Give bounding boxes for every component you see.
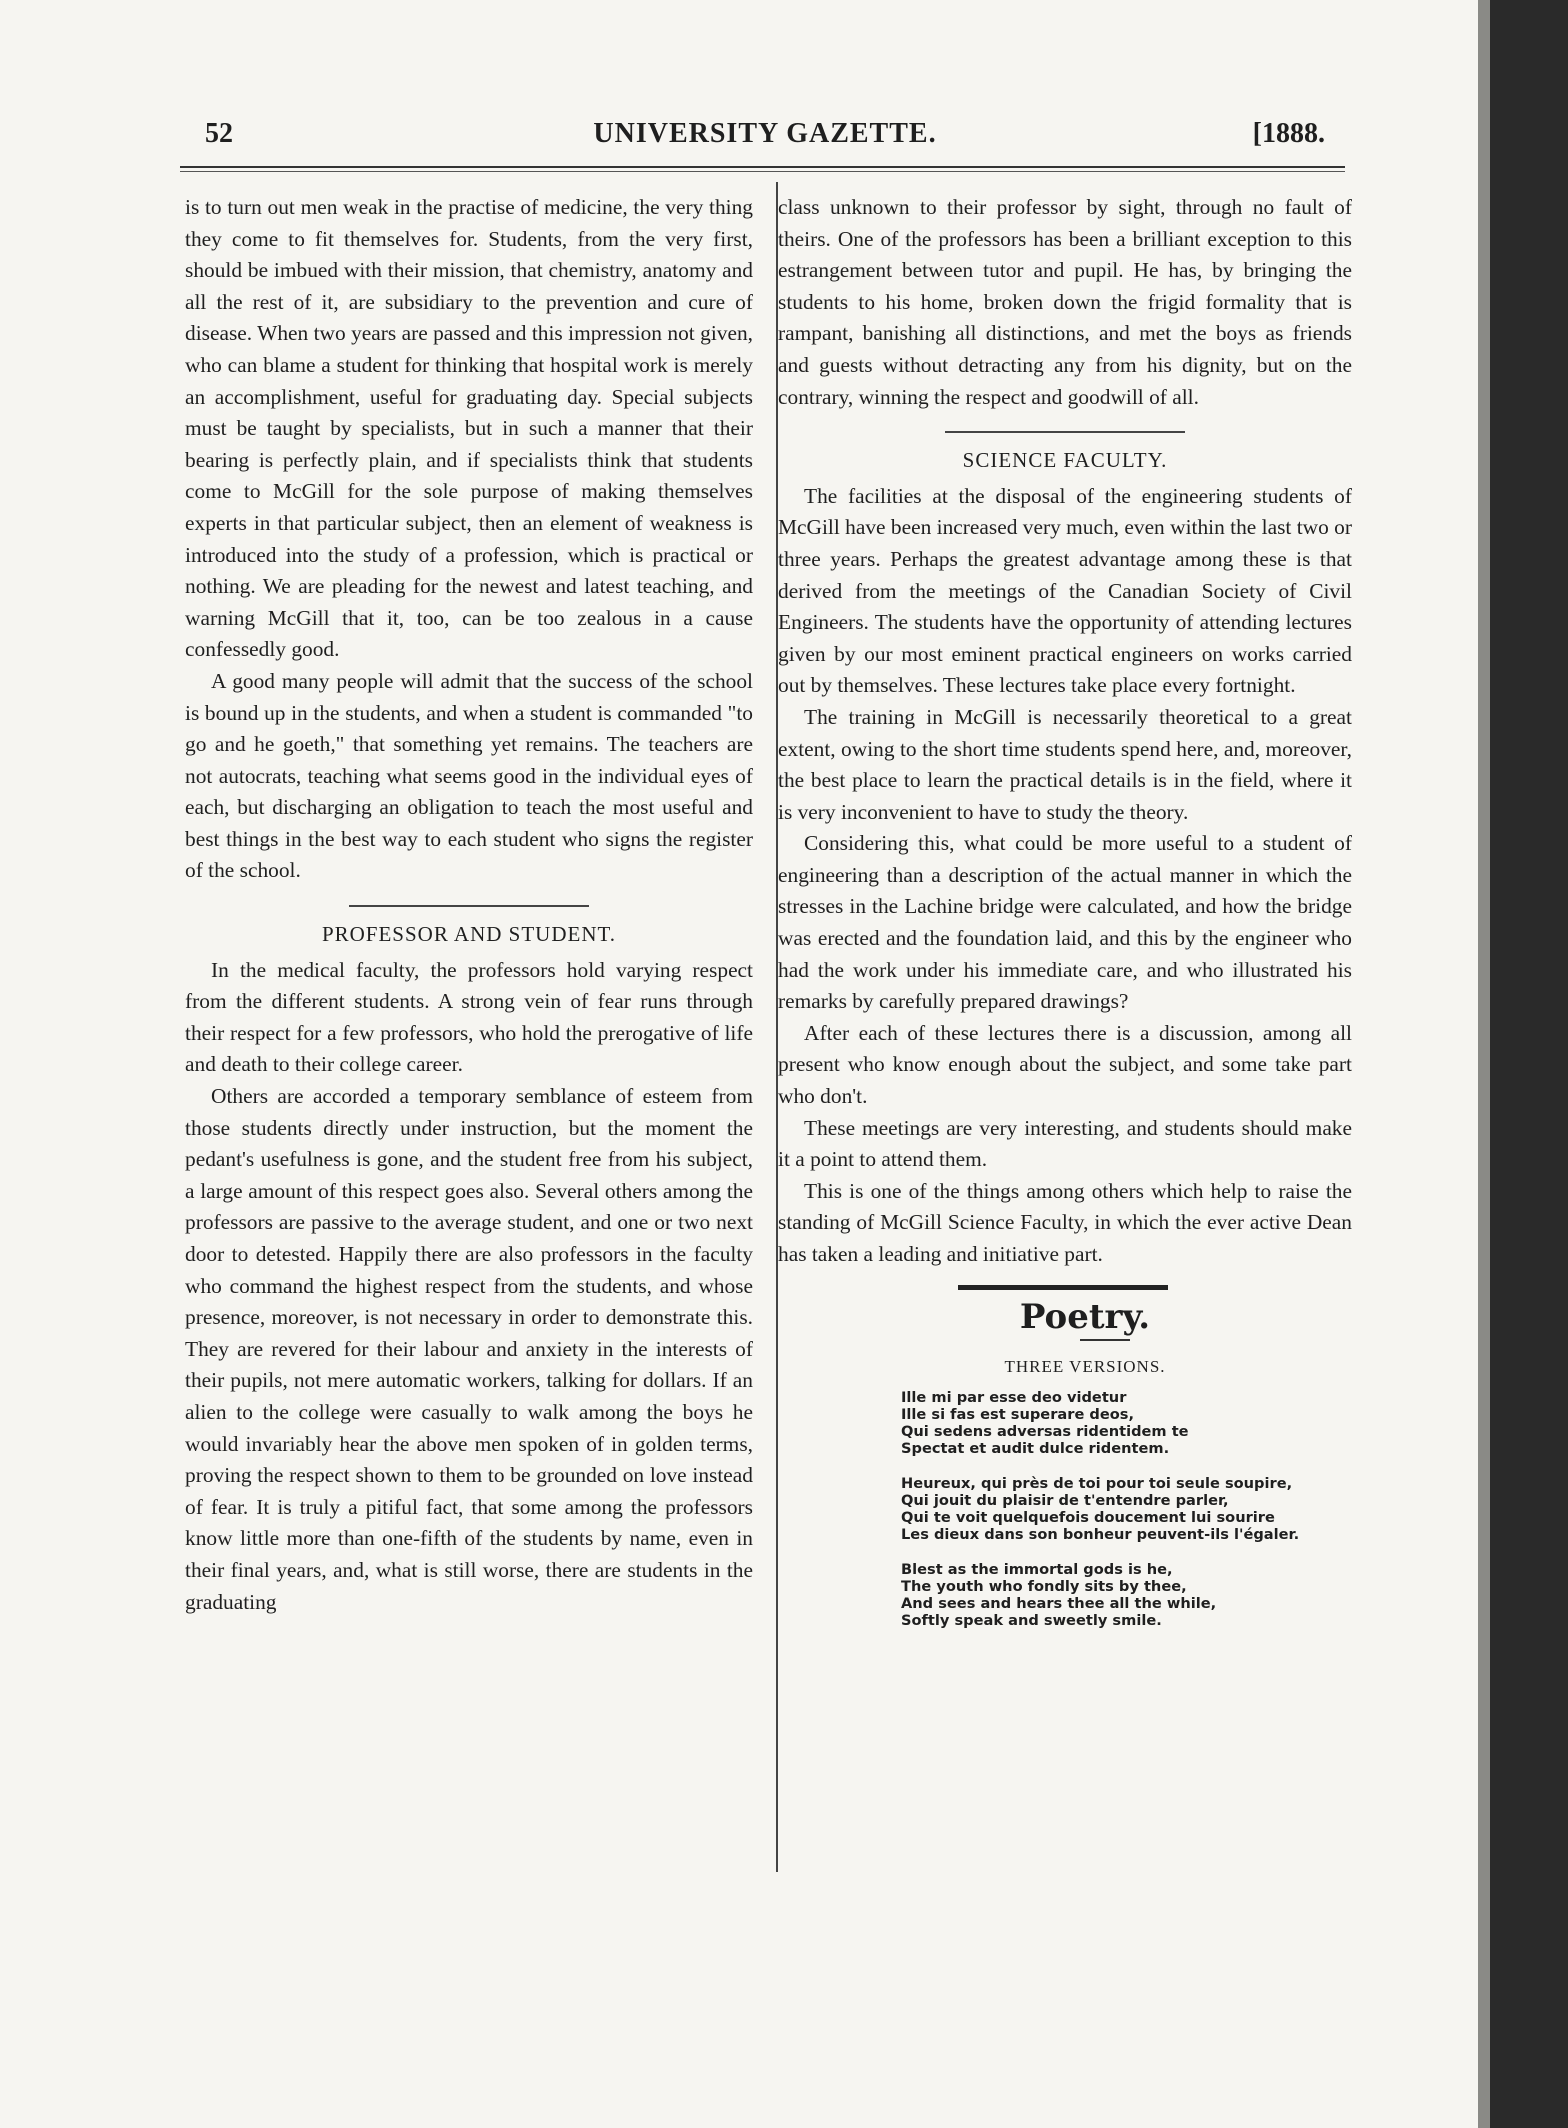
paragraph: Considering this, what could be more useful to a student of engineering than a description of the actual manner in which the stresses in the Lachine bridge were calculated, and how the bridge was erected and the foundation laid, and this by the engineer who had the work under his immediate care, and who illustrated his remarks by carefully prepared drawings? xyxy=(778,831,1352,1014)
verse-line: Ille si fas est superare deos, xyxy=(901,1405,1135,1423)
verse-line: Spectat et audit dulce ridentem. xyxy=(901,1439,1170,1457)
paragraph: After each of these lectures there is a discussion, among all present who know enough about the subject, and some take part who don't. xyxy=(778,1020,1352,1109)
paragraph: A good many people will admit that the success of the school is bound up in the students, and when a student is commanded "to go and he goeth," that something yet remains. The teachers are not autocrats, teaching what seems good in the individual eyes of each, but discharging an obligation to teach the most useful and best things in the best way to each student who signs the register of the school. xyxy=(185,668,753,883)
header-rule xyxy=(180,166,1345,168)
paragraph: In the medical faculty, the professors hold varying respect from the different students. A strong vein of fear runs through their respect for a few professors, who hold the prerogative of life and death to their college career. xyxy=(185,957,753,1077)
paragraph: The facilities at the disposal of the engineering students of McGill have been increased very much, even within the last two or three years. Perhaps the greatest advantage among these is that derived from the meetings of the Canadian Society of Civil Engineers. The students have the opportunity of attending lectures given by our most eminent practical engineers on works carried out by themselves. These lectures take place every fortnight. xyxy=(778,483,1352,698)
poetry-title: Poetry. xyxy=(1019,1296,1151,1337)
header-rule-thin xyxy=(180,171,1345,172)
verse-line: And sees and hears thee all the while, xyxy=(901,1594,1217,1612)
section-heading-science-faculty: SCIENCE FACULTY. xyxy=(962,448,1168,473)
publication-title: UNIVERSITY GAZETTE. xyxy=(593,118,937,149)
verse-line: The youth who fondly sits by thee, xyxy=(901,1577,1187,1595)
verse-line: Ille mi par esse deo videtur xyxy=(901,1388,1127,1406)
french-stanza xyxy=(901,1475,1352,1543)
paragraph: Others are accorded a temporary semblance of esteem from those students directly under instruction, but the moment the pedant's usefulness is gone, and the student free from his subject, a large amount of this respect goes also. Several others among the professors are passive to the average student, and one or two next door to detested. Happily there are also professors in the faculty who command the highest respect from the students, and whose presence, moreover, is not necessary in order to demonstrate this. They are revered for their labour and anxiety in the interests of their pupils, not mere automatic workers, talking for dollars. If an alien to the college were casually to walk among the boys he would invariably hear the above men spoken of in golden terms, proving the respect shown to them to be grounded on love instead of fear. It is truly a pitiful fact, that some among the professors know little more than one-fifth of the students by name, even in their final years, and, what is still worse, there are students in the graduating xyxy=(185,1084,753,1614)
poem-title: THREE VERSIONS. xyxy=(1004,1357,1166,1377)
right-column xyxy=(778,192,1352,1647)
paragraph: is to turn out men weak in the practise of medicine, the very thing they come to fit themselves for. Students, from the very first, should be imbued with their mission, that chemistry, anatomy and all the rest of it, are subsidiary to the prevention and cure of disease. When two years are passed and this impression not given, who can blame a student for thinking that hospital work is merely an accomplishment, useful for graduating day. Special subjects must be taught by specialists, but in such a manner that their bearing is perfectly plain, and if specialists think that students come to McGill for the sole purpose of making themselves experts in that particular subject, then an element of weakness is introduced into the study of a profession, which is practical or nothing. We are pleading for the newest and latest teaching, and warning McGill that it, too, can be too zealous in a cause confessedly good. xyxy=(185,195,753,662)
latin-stanza xyxy=(901,1389,1352,1457)
poetry-separator xyxy=(958,1285,1168,1290)
verse-line: Softly speak and sweetly smile. xyxy=(901,1611,1162,1629)
verse-line: Qui sedens adversas ridentidem te xyxy=(901,1422,1189,1440)
paragraph: The training in McGill is necessarily theoretical to a great extent, owing to the short time students spend here, and, moreover, the best place to learn the practical details is in the field, where it is very inconvenient to have to study the theory. xyxy=(778,704,1352,824)
paragraph: This is one of the things among others which help to raise the standing of McGill Science Faculty, in which the ever active Dean has taken a leading and initiative part. xyxy=(778,1178,1352,1266)
scan-border xyxy=(1490,0,1568,2128)
section-separator xyxy=(945,431,1185,433)
left-column xyxy=(185,192,753,1618)
header-year: [1888. xyxy=(1252,118,1325,149)
paragraph: class unknown to their professor by sight, through no fault of theirs. One of the professors has been a brilliant exception to this estrangement between tutor and pupil. He has, by bringing the students to his home, broken down the frigid formality that is rampant, banishing all distinctions, and met the boys as friends and guests without detracting any from his dignity, but on the contrary, winning the respect and goodwill of all. xyxy=(778,195,1352,409)
verse-line: Heureux, qui près de toi pour toi seule soupire, xyxy=(901,1474,1293,1492)
paragraph: These meetings are very interesting, and students should make it a point to attend them. xyxy=(778,1115,1352,1172)
running-header xyxy=(205,118,1325,158)
page-number: 52 xyxy=(205,118,233,149)
verse-line: Les dieux dans son bonheur peuvent-ils l'égaler. xyxy=(901,1525,1300,1543)
section-separator xyxy=(349,905,589,907)
section-heading-professor-and-student: PROFESSOR AND STUDENT. xyxy=(321,922,617,947)
verse-line: Qui te voit quelquefois doucement lui sourire xyxy=(901,1508,1275,1526)
english-stanza xyxy=(901,1561,1352,1629)
verse-line: Qui jouit du plaisir de t'entendre parler, xyxy=(901,1491,1229,1509)
poetry-rule xyxy=(1080,1339,1130,1341)
verse-line: Blest as the immortal gods is he, xyxy=(901,1560,1173,1578)
